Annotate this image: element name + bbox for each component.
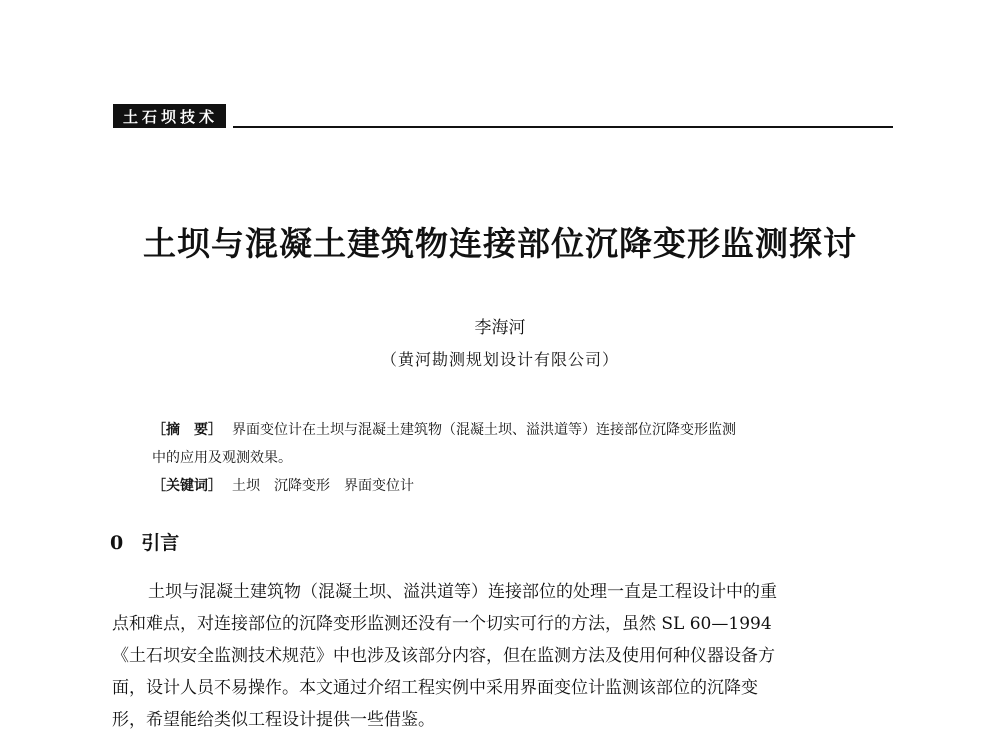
body-line: 形，希望能给类似工程设计提供一些借鉴。 (112, 710, 435, 730)
section-body (112, 576, 892, 736)
abstract-text: 界面变位计在土坝与混凝土建筑物（混凝土坝、溢洪道等）连接部位沉降变形监测 (232, 422, 736, 438)
keyword: 界面变位计 (344, 478, 414, 494)
abstract-text: 中的应用及观测效果。 (152, 450, 292, 466)
keywords-line (152, 472, 862, 500)
body-line: 《土石坝安全监测技术规范》中也涉及该部分内容，但在监测方法及使用何种仪器设备方 (112, 646, 775, 666)
section-header-text: 土石坝技术 (123, 107, 219, 126)
section-number: 0 (110, 532, 124, 554)
abstract-line (152, 444, 862, 472)
section-title: 引言 (141, 532, 180, 554)
keyword: 土坝 (232, 478, 260, 494)
keywords-label: ［关键词］ (152, 478, 222, 494)
body-line: 点和难点，对连接部位的沉降变形监测还没有一个切实可行的方法，虽然 SL 60—1994 (112, 614, 772, 634)
abstract-label: ［摘 要］ (152, 422, 222, 438)
keyword: 沉降变形 (274, 478, 330, 494)
body-line: 面，设计人员不易操作。本文通过介绍工程实例中采用界面变位计监测该部位的沉降变 (112, 678, 758, 698)
abstract-block (152, 416, 862, 500)
section-heading (110, 528, 179, 555)
header-rule (233, 126, 893, 128)
abstract-line (152, 416, 862, 444)
author-affiliation: （黄河勘测规划设计有限公司） (380, 350, 619, 369)
article-author: 李海河 (474, 318, 526, 338)
article-title: 土坝与混凝土建筑物连接部位沉降变形监测探讨 (143, 224, 857, 263)
body-line: 土坝与混凝土建筑物（混凝土坝、溢洪道等）连接部位的处理一直是工程设计中的重 (148, 582, 777, 602)
section-header-label (113, 104, 226, 128)
